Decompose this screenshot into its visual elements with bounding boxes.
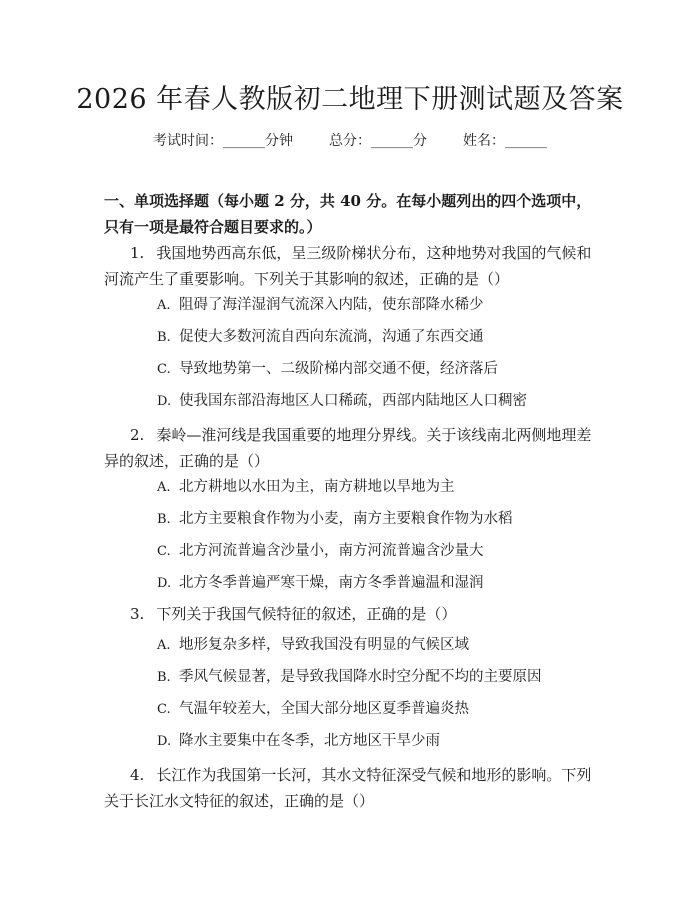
option-label: B. [157, 670, 171, 685]
option-label: D. [157, 394, 172, 409]
option-label: C. [157, 702, 171, 717]
question-number: 2. [130, 426, 145, 444]
option-text: 北方主要粮食作物为小麦，南方主要粮食作物为水稻 [179, 511, 513, 527]
option-text: 使我国东部沿海地区人口稀疏，西部内陆地区人口稠密 [179, 393, 527, 409]
option-label: C. [157, 544, 171, 559]
option-2c [157, 540, 607, 563]
option-label: B. [157, 330, 171, 345]
question-stem: 长江作为我国第一长河，其水文特征深受气候和地形的影响。下列关于长江水文特征的叙述，正确的是（） [104, 766, 592, 810]
option-2a [157, 476, 607, 499]
option-1c [157, 358, 607, 381]
question-stem: 下列关于我国气候特征的叙述，正确的是（） [156, 605, 457, 623]
option-text: 北方冬季普遍严寒干燥，南方冬季普遍温和湿润 [179, 575, 484, 591]
option-label: A. [157, 298, 171, 313]
option-text: 地形复杂多样，导致我国没有明显的气候区域 [179, 637, 469, 653]
option-label: D. [157, 576, 172, 591]
question-3 [104, 601, 604, 627]
option-1b [157, 326, 607, 349]
option-text: 季风气候显著，是导致我国降水时空分配不均的主要原因 [179, 669, 542, 685]
question-number: 4. [130, 766, 145, 784]
option-text: 导致地势第一、二级阶梯内部交通不便，经济落后 [179, 361, 498, 377]
option-label: D. [157, 734, 172, 749]
option-label: A. [157, 480, 171, 495]
option-2b [157, 508, 607, 531]
option-text: 北方河流普遍含沙量小，南方河流普遍含沙量大 [179, 543, 484, 559]
option-3b [157, 666, 607, 689]
page-title: 2026 年春人教版初二地理下册测试题及答案 [76, 84, 624, 115]
option-1d [157, 390, 607, 413]
option-2d [157, 572, 607, 595]
option-label: C. [157, 362, 171, 377]
option-text: 促使大多数河流自西向东流淌，沟通了东西交通 [179, 329, 484, 345]
option-label: A. [157, 638, 171, 653]
question-4 [104, 762, 604, 814]
option-text: 气温年较差大，全国大部分地区夏季普遍炎热 [179, 701, 469, 717]
total-score-field: 总分：______分 [329, 133, 427, 149]
student-name-field: 姓名：______ [463, 133, 547, 149]
option-label: B. [157, 512, 171, 527]
option-text: 北方耕地以水田为主，南方耕地以旱地为主 [179, 479, 455, 495]
question-number: 1. [130, 244, 145, 262]
question-stem: 秦岭—淮河线是我国重要的地理分界线。关于该线南北两侧地理差异的叙述，正确的是（） [104, 426, 592, 470]
option-1a [157, 294, 607, 317]
option-text: 阻碍了海洋湿润气流深入内陆，使东部降水稀少 [179, 297, 484, 313]
question-number: 3. [130, 605, 145, 623]
section-heading: 一、单项选择题（每小题 2 分，共 40 分。在每小题列出的四个选项中，只有一项是最符合题目要求的。） [104, 192, 592, 236]
option-text: 降水主要集中在冬季，北方地区干旱少雨 [179, 733, 440, 749]
exam-time-field: 考试时间：______分钟 [153, 133, 293, 149]
question-2 [104, 422, 604, 474]
option-3a [157, 634, 607, 657]
question-1 [104, 240, 604, 292]
option-3d [157, 730, 607, 753]
exam-info-line [0, 130, 700, 152]
option-3c [157, 698, 607, 721]
question-stem: 我国地势西高东低，呈三级阶梯状分布，这种地势对我国的气候和河流产生了重要影响。下列关于其影响的叙述，正确的是（） [104, 244, 592, 288]
